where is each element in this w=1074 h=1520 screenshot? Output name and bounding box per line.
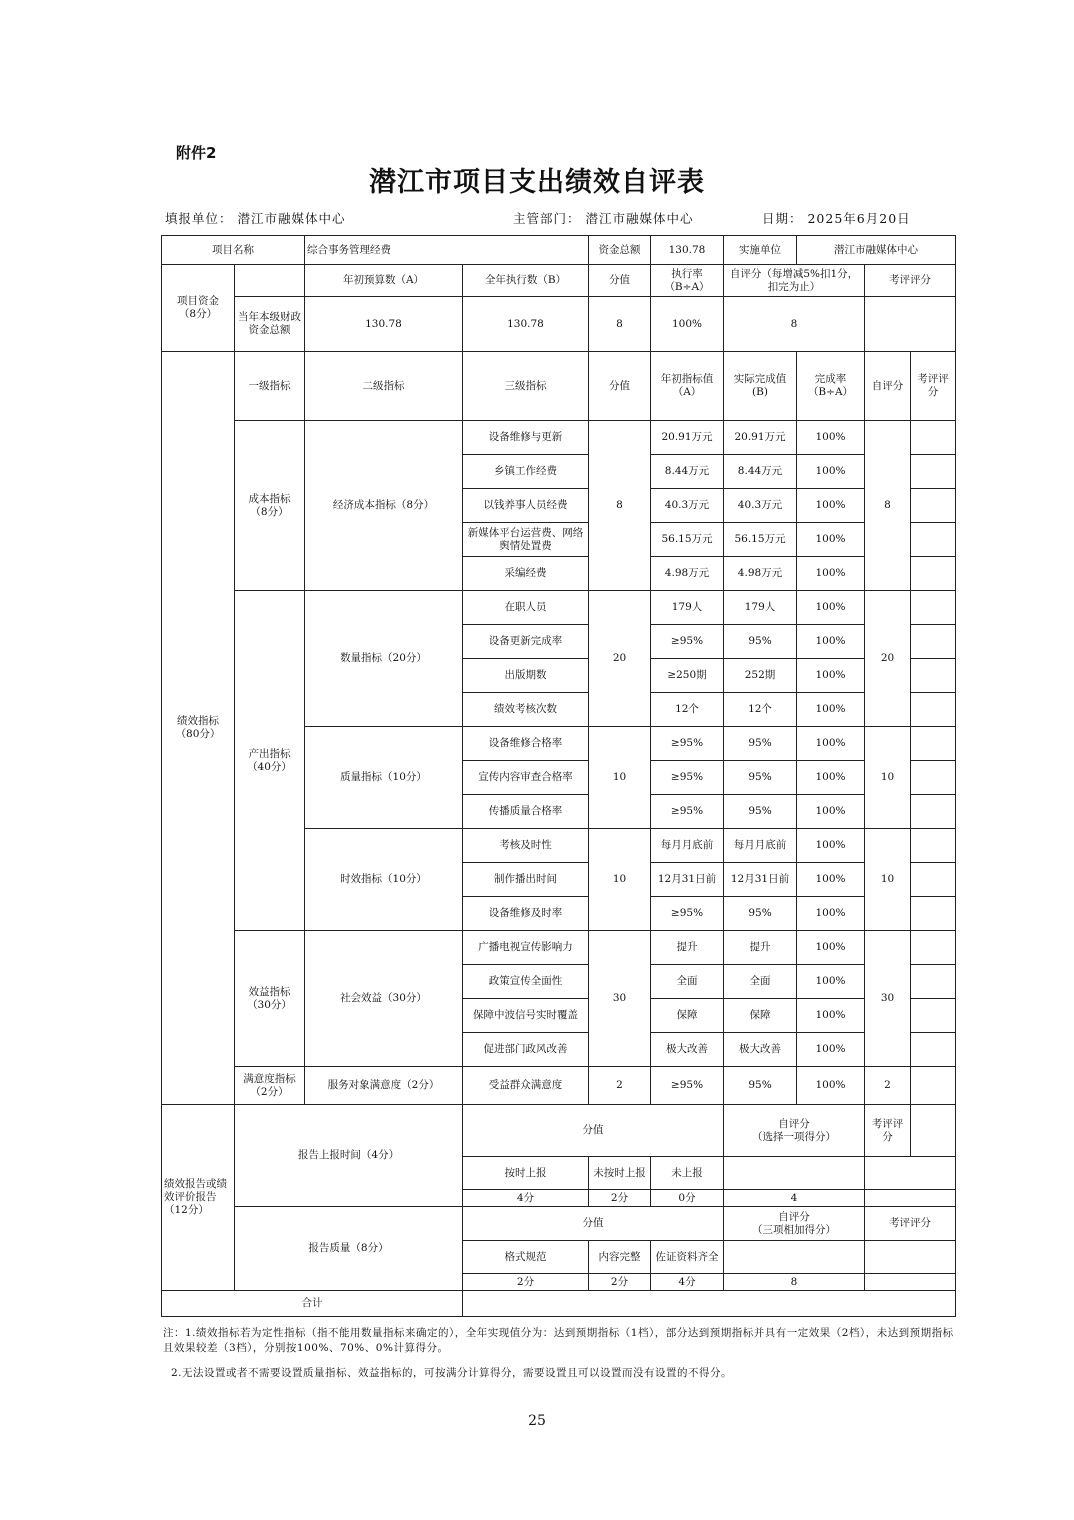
- level1-indicator: 满意度指标（2分）: [235, 1067, 305, 1105]
- level3-indicator: 促进部门政风改善: [463, 1033, 589, 1067]
- indicator-target: 8.44万元: [651, 455, 724, 489]
- indicator-target: 提升: [651, 931, 724, 965]
- indicator-actual: 8.44万元: [724, 455, 797, 489]
- performance-section-label: 绩效指标 （80分）: [162, 352, 235, 1105]
- indicator-review-score: [911, 693, 956, 727]
- indicator-target: ≥95%: [651, 795, 724, 829]
- report-time-review-label: 考评评分: [865, 1105, 911, 1157]
- self-evaluation-table: [161, 235, 956, 1317]
- footnote-2: 2.无法设置或者不需要设置质量指标、效益指标的，可按满分计算得分，需要设置且可以设置而没有设置的不得分。: [171, 1367, 733, 1379]
- indicator-review-score: [911, 863, 956, 897]
- perf-header-self: 自评分: [865, 352, 911, 421]
- indicator-target: 20.91万元: [651, 421, 724, 455]
- indicator-rate: 100%: [797, 965, 865, 999]
- indicator-actual: 12个: [724, 693, 797, 727]
- report-option-late: 未按时上报: [589, 1157, 651, 1190]
- footnote-1: 注：1.绩效指标若为定性指标（指不能用数量指标来确定的），全年实现值分为：达到预期指标（1档），部分达到预期指标并具有一定效果（2档），未达到预期指标且效果较差（3档），分别按100%、70%、0%计算得分。: [163, 1327, 954, 1354]
- page-title: 潜江市项目支出绩效自评表: [369, 167, 705, 198]
- indicator-actual: 提升: [724, 931, 797, 965]
- indicator-rate: 100%: [797, 795, 865, 829]
- perf-header-target: 年初指标值 （A）: [651, 352, 724, 421]
- funds-row-label: 当年本级财政资金总额: [235, 297, 305, 352]
- perf-header-actual: 实际完成值(B): [724, 352, 797, 421]
- project-name: 综合事务管理经费: [305, 236, 589, 265]
- indicator-actual: 40.3万元: [724, 489, 797, 523]
- indicator-rate: 100%: [797, 455, 865, 489]
- perf-header-l1: 一级指标: [235, 352, 305, 421]
- report-option-on-time: 按时上报: [463, 1157, 589, 1190]
- total-funds-label: 资金总额: [589, 236, 651, 265]
- funds-rate: 100%: [651, 297, 724, 352]
- report-date: 日期： 2025年6月20日: [762, 211, 911, 226]
- indicator-rate: 100%: [797, 931, 865, 965]
- perf-header-l3: 三级指标: [463, 352, 589, 421]
- level3-indicator: 乡镇工作经费: [463, 455, 589, 489]
- indicator-self-score: 10: [865, 829, 911, 931]
- funds-header-rate: 执行率 （B÷A）: [651, 265, 724, 297]
- level2-indicator: 质量指标（10分）: [305, 727, 463, 829]
- level3-indicator: 以钱养事人员经费: [463, 489, 589, 523]
- level3-indicator: 设备维修与更新: [463, 421, 589, 455]
- report-option-none-score: 0分: [651, 1190, 724, 1207]
- indicator-review-score: [911, 421, 956, 455]
- indicator-rate: 100%: [797, 897, 865, 931]
- indicator-review-score: [911, 591, 956, 625]
- report-time-label: 报告上报时间（4分）: [235, 1105, 463, 1207]
- level1-indicator: 产出指标 （40分）: [235, 591, 305, 931]
- report-quality-label: 报告质量（8分）: [235, 1207, 463, 1291]
- level3-indicator: 采编经费: [463, 557, 589, 591]
- indicator-rate: 100%: [797, 557, 865, 591]
- level3-indicator: 新媒体平台运营费、网络舆情处置费: [463, 523, 589, 557]
- indicator-rate: 100%: [797, 761, 865, 795]
- report-quality-format-score: 2分: [463, 1274, 589, 1291]
- indicator-target: 全面: [651, 965, 724, 999]
- indicator-self-score: 8: [865, 421, 911, 591]
- indicator-row: [162, 421, 956, 455]
- total-value: [463, 1291, 956, 1317]
- indicator-rate: 100%: [797, 1067, 865, 1105]
- level3-indicator: 宣传内容审查合格率: [463, 761, 589, 795]
- indicator-actual: 全面: [724, 965, 797, 999]
- report-quality-evidence-score: 4分: [651, 1274, 724, 1291]
- indicator-target: ≥95%: [651, 761, 724, 795]
- indicator-actual: 95%: [724, 727, 797, 761]
- funds-header-review: 考评评分: [865, 265, 956, 297]
- perf-header-rate: 完成率 （B÷A）: [797, 352, 865, 421]
- level3-indicator: 设备维修合格率: [463, 727, 589, 761]
- report-option-none: 未上报: [651, 1157, 724, 1190]
- level1-indicator: 效益指标 （30分）: [235, 931, 305, 1067]
- indicator-target: 每月月底前: [651, 829, 724, 863]
- perf-header-l2: 二级指标: [305, 352, 463, 421]
- indicator-review-score: [911, 625, 956, 659]
- report-quality-content: 内容完整: [589, 1241, 651, 1274]
- indicator-score: 10: [589, 727, 651, 829]
- indicator-review-score: [911, 761, 956, 795]
- indicator-actual: 95%: [724, 625, 797, 659]
- funds-review: [865, 297, 956, 352]
- indicator-self-score: 20: [865, 591, 911, 727]
- indicator-review-score: [911, 557, 956, 591]
- indicator-review-score: [911, 829, 956, 863]
- indicator-score: 10: [589, 829, 651, 931]
- report-quality-content-score: 2分: [589, 1274, 651, 1291]
- perf-header-review: 考评评分: [911, 352, 956, 421]
- level2-indicator: 经济成本指标（8分）: [305, 421, 463, 591]
- indicator-score: 8: [589, 421, 651, 591]
- indicator-self-score: 30: [865, 931, 911, 1067]
- indicator-score: 2: [589, 1067, 651, 1105]
- indicator-target: ≥95%: [651, 625, 724, 659]
- indicator-review-score: [911, 727, 956, 761]
- indicator-rate: 100%: [797, 625, 865, 659]
- report-time-self: 4: [724, 1190, 865, 1207]
- indicator-actual: 95%: [724, 761, 797, 795]
- report-section-label: 绩效报告或绩效评价报告（12分）: [162, 1105, 235, 1291]
- level3-indicator: 传播质量合格率: [463, 795, 589, 829]
- indicator-review-score: [911, 897, 956, 931]
- indicator-rate: 100%: [797, 829, 865, 863]
- level2-indicator: 数量指标（20分）: [305, 591, 463, 727]
- report-option-late-score: 2分: [589, 1190, 651, 1207]
- indicator-actual: 179人: [724, 591, 797, 625]
- funds-header-exec: 全年执行数（B）: [463, 265, 589, 297]
- indicator-target: 4.98万元: [651, 557, 724, 591]
- indicator-review-score: [911, 795, 956, 829]
- indicator-score: 20: [589, 591, 651, 727]
- level3-indicator: 受益群众满意度: [463, 1067, 589, 1105]
- indicator-actual: 极大改善: [724, 1033, 797, 1067]
- indicator-actual: 95%: [724, 795, 797, 829]
- funds-header-self: 自评分（每增减5%扣1分，扣完为止）: [724, 265, 865, 297]
- indicator-rate: 100%: [797, 489, 865, 523]
- report-time-score-label: 分值: [463, 1105, 724, 1157]
- indicator-review-score: [911, 965, 956, 999]
- implementing-unit-label: 实施单位: [724, 236, 797, 265]
- indicator-actual: 20.91万元: [724, 421, 797, 455]
- level3-indicator: 保障中波信号实时覆盖: [463, 999, 589, 1033]
- level2-indicator: 服务对象满意度（2分）: [305, 1067, 463, 1105]
- report-option-on-time-score: 4分: [463, 1190, 589, 1207]
- indicator-row: [162, 1067, 956, 1105]
- level3-indicator: 绩效考核次数: [463, 693, 589, 727]
- indicator-target: ≥95%: [651, 727, 724, 761]
- indicator-self-score: 2: [865, 1067, 911, 1105]
- indicator-target: ≥95%: [651, 1067, 724, 1105]
- level3-indicator: 在职人员: [463, 591, 589, 625]
- funds-self: 8: [724, 297, 865, 352]
- indicator-row: [162, 931, 956, 965]
- funds-section-label: 项目资金 （8分）: [162, 265, 235, 352]
- page-number: 25: [528, 1413, 546, 1429]
- indicator-target: 保障: [651, 999, 724, 1033]
- indicator-actual: 12月31日前: [724, 863, 797, 897]
- indicator-actual: 252期: [724, 659, 797, 693]
- indicator-actual: 每月月底前: [724, 829, 797, 863]
- indicator-actual: 4.98万元: [724, 557, 797, 591]
- indicator-row: [162, 591, 956, 625]
- footnotes: [163, 1326, 963, 1381]
- indicator-target: ≥95%: [651, 897, 724, 931]
- indicator-score: 30: [589, 931, 651, 1067]
- funds-score: 8: [589, 297, 651, 352]
- indicator-rate: 100%: [797, 421, 865, 455]
- indicator-target: 40.3万元: [651, 489, 724, 523]
- funds-exec: 130.78: [463, 297, 589, 352]
- indicator-target: 12月31日前: [651, 863, 724, 897]
- indicator-review-score: [911, 999, 956, 1033]
- indicator-review-score: [911, 1033, 956, 1067]
- reporter-unit: 填报单位： 潜江市融媒体中心: [165, 211, 346, 226]
- indicator-rate: 100%: [797, 999, 865, 1033]
- report-quality-evidence: 佐证资料齐全: [651, 1241, 724, 1274]
- indicator-target: 12个: [651, 693, 724, 727]
- report-quality-format: 格式规范: [463, 1241, 589, 1274]
- funds-header-score: 分值: [589, 265, 651, 297]
- report-quality-self-label: 自评分 （三项相加得分）: [724, 1207, 865, 1241]
- funds-header-budget: 年初预算数（A）: [305, 265, 463, 297]
- indicator-rate: 100%: [797, 591, 865, 625]
- indicator-rate: 100%: [797, 1033, 865, 1067]
- indicator-review-score: [911, 931, 956, 965]
- total-label: 合计: [162, 1291, 463, 1317]
- indicator-rate: 100%: [797, 863, 865, 897]
- indicator-review-score: [911, 659, 956, 693]
- indicator-rate: 100%: [797, 727, 865, 761]
- indicator-target: 极大改善: [651, 1033, 724, 1067]
- perf-header-score: 分值: [589, 352, 651, 421]
- level3-indicator: 广播电视宣传影响力: [463, 931, 589, 965]
- indicator-actual: 保障: [724, 999, 797, 1033]
- total-funds: 130.78: [651, 236, 724, 265]
- indicator-rate: 100%: [797, 523, 865, 557]
- indicator-review-score: [911, 1067, 956, 1105]
- level2-indicator: 时效指标（10分）: [305, 829, 463, 931]
- level2-indicator: 社会效益（30分）: [305, 931, 463, 1067]
- indicator-rate: 100%: [797, 659, 865, 693]
- indicator-review-score: [911, 489, 956, 523]
- implementing-unit: 潜江市融媒体中心: [797, 236, 956, 265]
- indicator-rate: 100%: [797, 693, 865, 727]
- level1-indicator: 成本指标 （8分）: [235, 421, 305, 591]
- report-quality-score-label: 分值: [463, 1207, 724, 1241]
- indicator-actual: 95%: [724, 897, 797, 931]
- level3-indicator: 设备更新完成率: [463, 625, 589, 659]
- report-time-self-label: 自评分 （选择一项得分）: [724, 1105, 865, 1157]
- supervising-department: 主管部门： 潜江市融媒体中心: [513, 211, 694, 226]
- funds-budget: 130.78: [305, 297, 463, 352]
- level3-indicator: 考核及时性: [463, 829, 589, 863]
- indicator-actual: 95%: [724, 1067, 797, 1105]
- level3-indicator: 政策宣传全面性: [463, 965, 589, 999]
- indicator-target: 56.15万元: [651, 523, 724, 557]
- indicator-review-score: [911, 455, 956, 489]
- indicator-actual: 56.15万元: [724, 523, 797, 557]
- indicator-target: ≥250期: [651, 659, 724, 693]
- report-quality-self: 8: [724, 1274, 865, 1291]
- project-name-label: 项目名称: [162, 236, 305, 265]
- level3-indicator: 制作播出时间: [463, 863, 589, 897]
- annex-label: 附件2: [176, 144, 217, 162]
- indicator-review-score: [911, 523, 956, 557]
- level3-indicator: 出版期数: [463, 659, 589, 693]
- indicator-target: 179人: [651, 591, 724, 625]
- indicator-self-score: 10: [865, 727, 911, 829]
- level3-indicator: 设备维修及时率: [463, 897, 589, 931]
- report-quality-review-label: 考评评分: [865, 1207, 956, 1241]
